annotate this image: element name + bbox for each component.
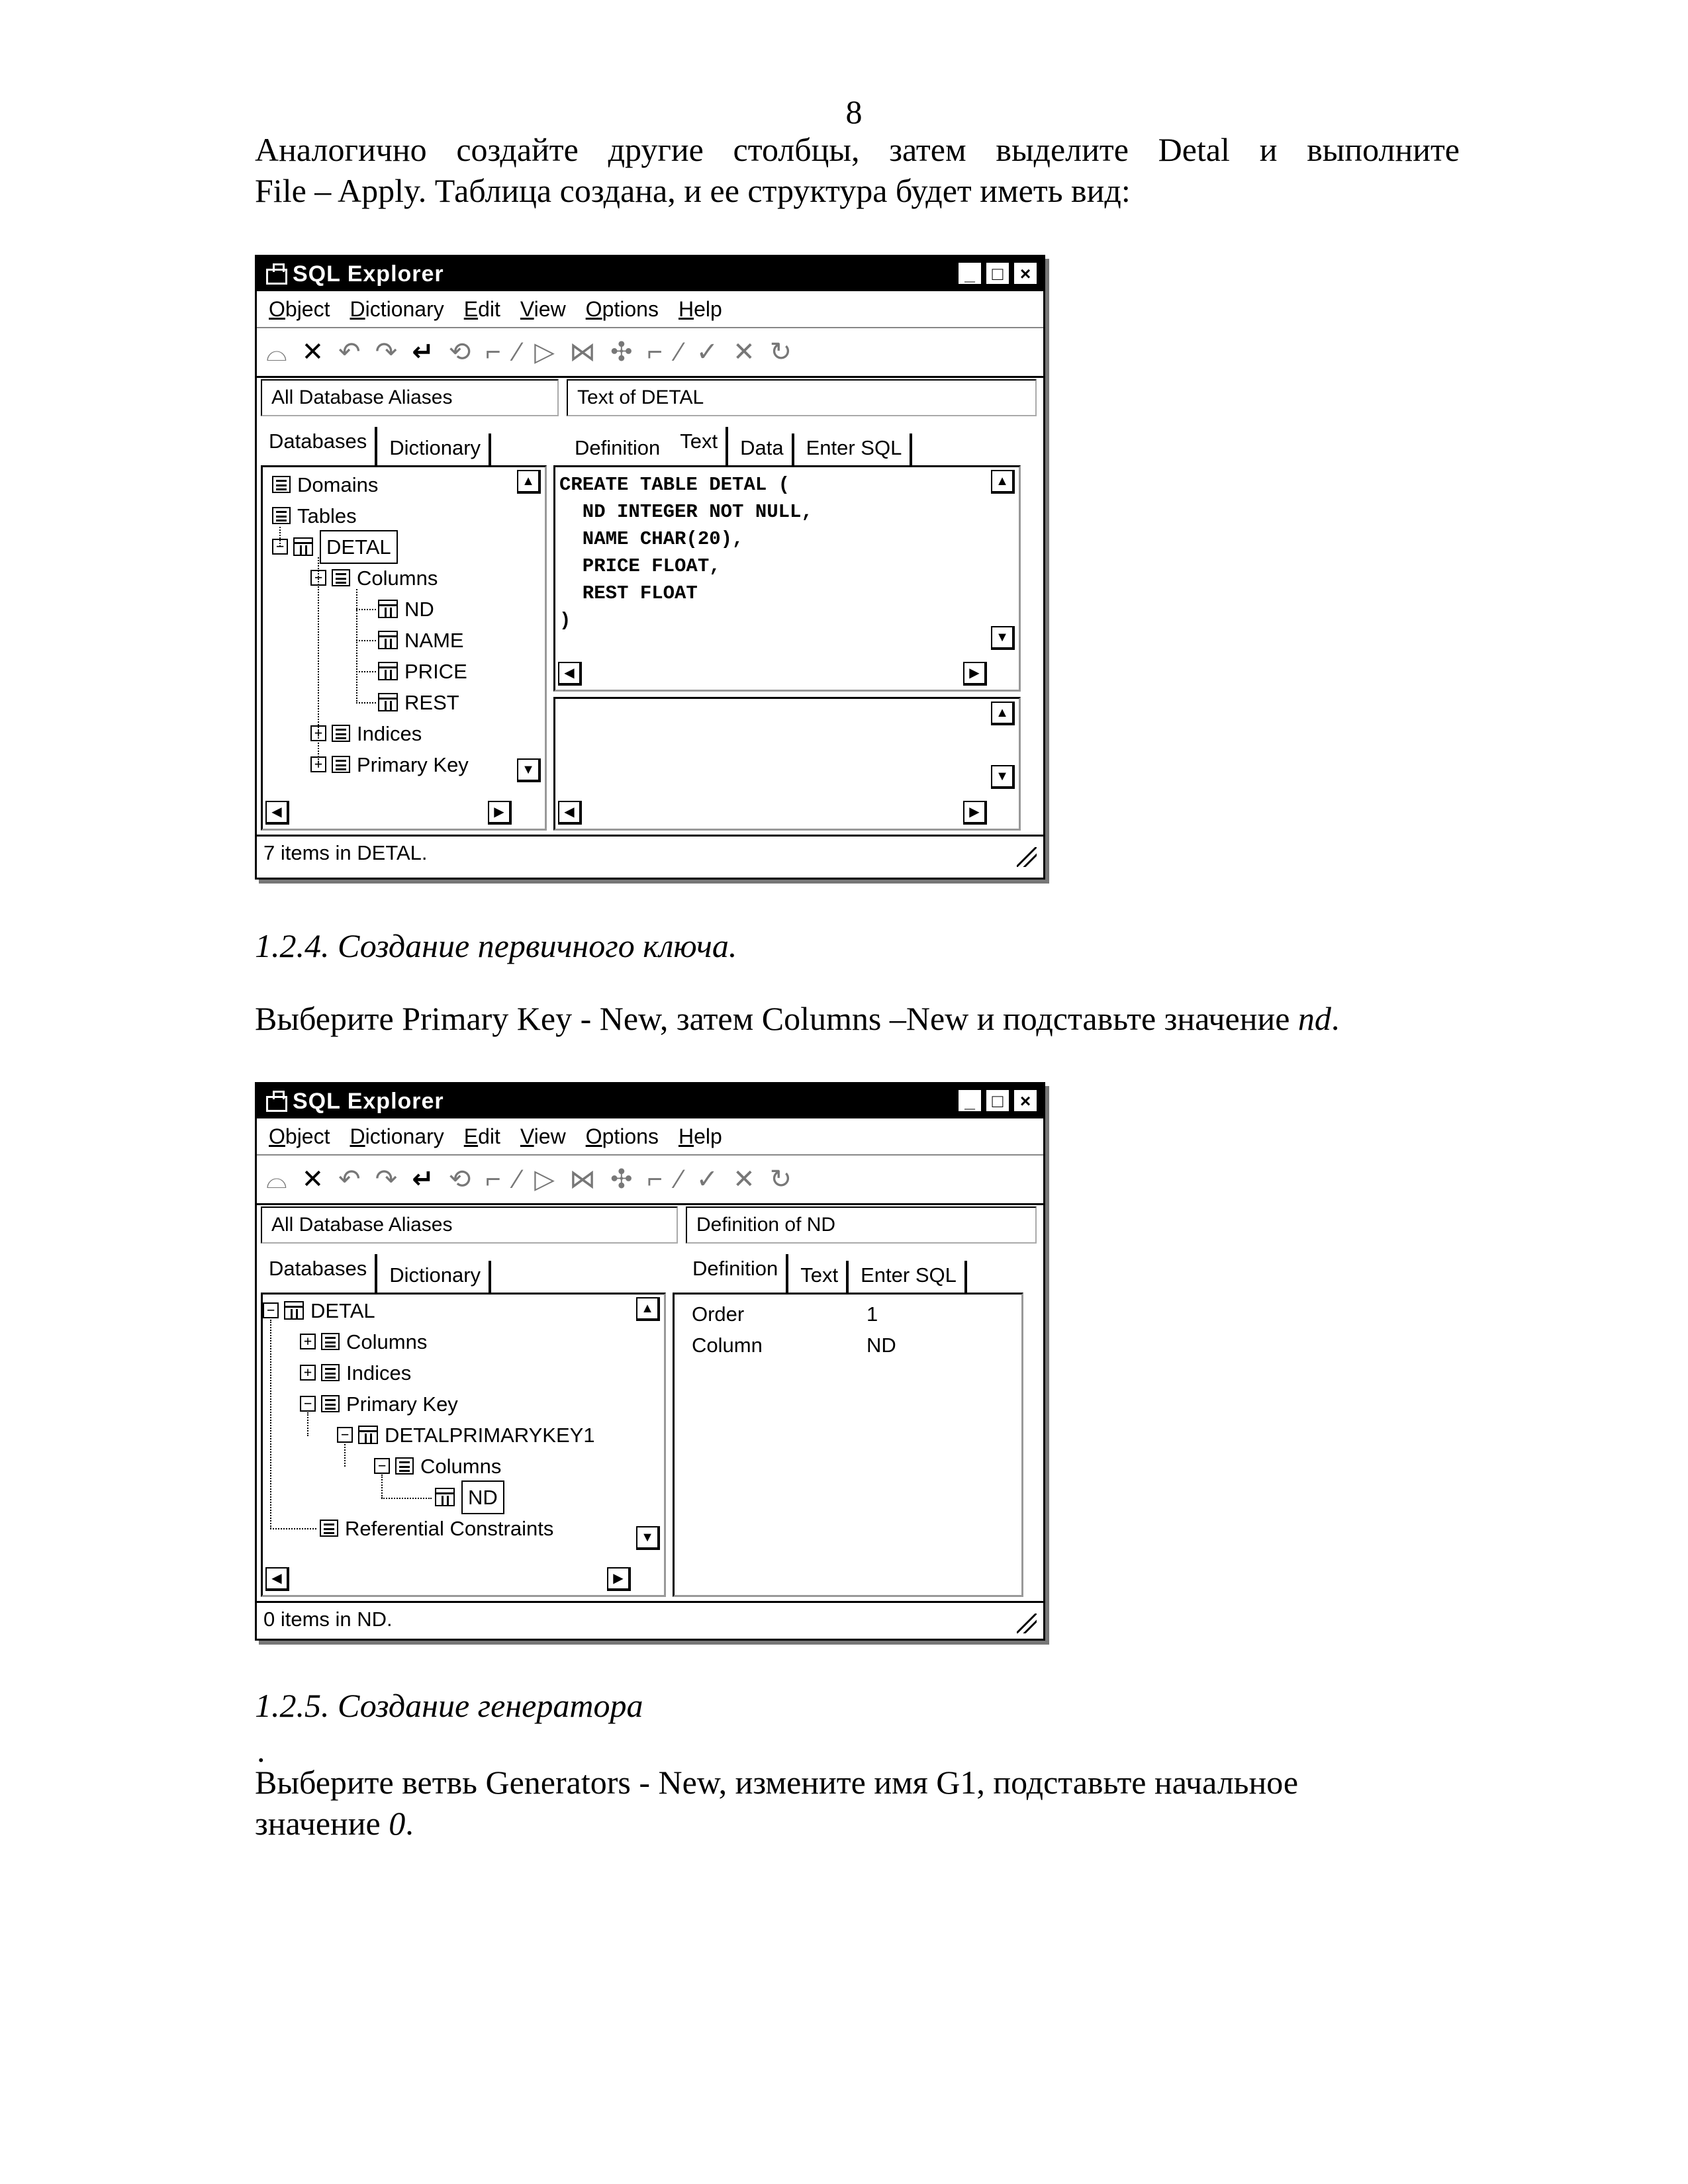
tree-primary-key[interactable]: Primary Key <box>357 752 469 776</box>
open-icon[interactable]: ⌓ <box>266 1164 287 1194</box>
last-icon[interactable]: ⋈ <box>569 338 596 367</box>
menu-dictionary[interactable]: Dictionary <box>350 1124 444 1148</box>
minus-icon[interactable]: ⌐ <box>647 1164 663 1194</box>
tab-enter-sql[interactable]: Enter SQL <box>853 1261 967 1293</box>
apply-icon[interactable]: ↵ <box>412 338 434 367</box>
paragraph-3-line-2: значение 0. <box>255 1805 414 1842</box>
window-title: SQL Explorer <box>293 1088 444 1114</box>
collapse-icon[interactable]: − <box>374 1458 390 1474</box>
folder-icon <box>272 507 291 524</box>
column-icon <box>378 662 398 680</box>
scroll-up-button[interactable]: ▲ <box>636 1297 660 1321</box>
menu-edit[interactable]: Edit <box>463 296 500 321</box>
sql-line: PRICE FLOAT, <box>559 555 721 577</box>
tree-column-nd[interactable]: ND <box>404 597 434 621</box>
tree-columns[interactable]: Columns <box>346 1330 428 1353</box>
cancel-icon[interactable]: ✕ <box>733 1165 755 1194</box>
tree-referential-constraints[interactable]: Referential Constraints <box>345 1516 554 1540</box>
menu-edit[interactable]: Edit <box>463 1124 500 1148</box>
expand-icon[interactable]: + <box>300 1365 316 1381</box>
table-icon <box>284 1301 304 1320</box>
paragraph-2-emphasis: nd <box>1297 1000 1331 1037</box>
scroll-down-button[interactable]: ▼ <box>517 758 541 782</box>
folder-icon <box>332 569 350 586</box>
tab-definition[interactable]: Definition <box>575 436 661 459</box>
database-tree <box>261 465 547 831</box>
page-number: 8 <box>845 93 863 130</box>
scroll-right-button[interactable]: ▶ <box>607 1567 631 1591</box>
status-text: 7 items in DETAL. <box>263 841 428 864</box>
left-address-bar: All Database Aliases <box>261 379 559 416</box>
maximize-button[interactable]: □ <box>985 261 1010 285</box>
minimize-button[interactable]: _ <box>957 261 982 285</box>
next-icon[interactable]: ▷ <box>534 338 555 367</box>
scroll-up-button[interactable]: ▲ <box>991 702 1015 725</box>
menu-object[interactable]: Object <box>269 1124 330 1148</box>
tab-databases[interactable]: Databases <box>261 427 377 465</box>
delete-icon[interactable]: ✕ <box>301 338 324 367</box>
scroll-right-button[interactable]: ▶ <box>963 662 987 686</box>
table-icon <box>293 537 313 556</box>
menu-dictionary[interactable]: Dictionary <box>350 296 444 321</box>
scroll-left-button[interactable]: ◀ <box>558 801 582 825</box>
redo-icon[interactable]: ↷ <box>375 338 398 367</box>
open-icon[interactable]: ⌓ <box>266 337 287 367</box>
resize-grip-icon[interactable] <box>1017 847 1037 867</box>
folder-icon <box>321 1333 340 1350</box>
status-text: 0 items in ND. <box>263 1608 393 1631</box>
insert-icon[interactable]: ✣ <box>610 338 633 367</box>
left-address-bar: All Database Aliases <box>261 1206 678 1244</box>
sql-text-pane[interactable] <box>553 465 1021 692</box>
post-icon[interactable]: ✓ <box>696 1165 719 1194</box>
maximize-button[interactable]: □ <box>985 1089 1010 1113</box>
next-icon[interactable]: ▷ <box>534 1165 555 1194</box>
key-table-icon <box>358 1426 378 1444</box>
sql-explorer-window-1 <box>255 255 1045 880</box>
scroll-left-button[interactable]: ◀ <box>265 801 289 825</box>
folder-icon <box>321 1364 340 1381</box>
reload-icon[interactable]: ↻ <box>769 338 792 367</box>
sql-line: NAME CHAR(20), <box>559 528 744 550</box>
prop-value-column: ND <box>867 1334 896 1357</box>
sql-line: ) <box>559 610 571 631</box>
tree-pk-column-nd[interactable]: ND <box>461 1480 504 1514</box>
paragraph-3-line-1: Выберите ветвь Generators - New, измените имя G1, подставьте начальное <box>255 1764 1299 1801</box>
post-icon[interactable]: ✓ <box>696 338 719 367</box>
tab-text[interactable]: Text <box>792 1261 849 1293</box>
resize-grip-icon[interactable] <box>1017 1614 1037 1633</box>
close-button[interactable]: × <box>1013 261 1038 285</box>
database-tree <box>261 1293 666 1597</box>
tree-primary-key-name[interactable]: DETALPRIMARYKEY1 <box>385 1423 595 1447</box>
expand-icon[interactable]: + <box>310 725 326 741</box>
tree-detal[interactable]: DETAL <box>320 530 398 564</box>
column-icon <box>378 600 398 618</box>
tree-primary-key[interactable]: Primary Key <box>346 1392 458 1416</box>
tab-text[interactable]: Text <box>672 427 728 465</box>
folder-icon <box>332 756 350 773</box>
column-icon <box>435 1488 455 1506</box>
collapse-icon[interactable]: − <box>310 570 326 586</box>
tab-definition[interactable]: Definition <box>684 1254 788 1293</box>
folder-icon <box>272 476 291 493</box>
sql-line: ND INTEGER NOT NULL, <box>559 501 813 523</box>
folder-icon <box>395 1457 414 1475</box>
result-pane <box>553 697 1021 831</box>
prop-key-column: Column <box>692 1334 763 1357</box>
column-icon <box>378 631 398 649</box>
paragraph-1-line-2: File – Apply. Таблица создана, и ее структура будет иметь вид: <box>255 172 1131 209</box>
prior-icon[interactable]: ⁄ <box>515 337 520 367</box>
last-icon[interactable]: ⋈ <box>569 1165 596 1194</box>
undo-icon[interactable]: ↶ <box>338 338 361 367</box>
tree-indices[interactable]: Indices <box>346 1361 412 1385</box>
status-bar <box>257 835 1043 871</box>
tree-pk-columns[interactable]: Columns <box>420 1454 502 1478</box>
redo-icon[interactable]: ↷ <box>375 1165 398 1194</box>
tree-indices[interactable]: Indices <box>357 721 422 745</box>
tab-databases[interactable]: Databases <box>261 1254 377 1293</box>
insert-icon[interactable]: ✣ <box>610 1165 633 1194</box>
paragraph-1-line-1: Аналогично создайте другие столбцы, затем выделите Detal и выполните <box>255 131 1460 168</box>
expand-icon[interactable]: + <box>300 1334 316 1349</box>
expand-icon[interactable]: + <box>310 756 326 772</box>
menu-view[interactable]: View <box>520 1124 566 1148</box>
scroll-left-button[interactable]: ◀ <box>558 662 582 686</box>
app-icon <box>263 1089 287 1113</box>
sql-line: REST FLOAT <box>559 582 698 604</box>
scroll-down-button[interactable]: ▼ <box>636 1526 660 1550</box>
edit-icon[interactable]: ∕ <box>677 337 682 367</box>
scroll-right-button[interactable]: ▶ <box>963 801 987 825</box>
delete-icon[interactable]: ✕ <box>301 1165 324 1194</box>
folder-icon <box>320 1520 338 1537</box>
tab-dictionary[interactable]: Dictionary <box>381 1261 491 1293</box>
menu-options[interactable]: Options <box>585 1124 659 1148</box>
first-icon[interactable]: ⌐ <box>485 1164 501 1194</box>
prop-value-order: 1 <box>867 1302 878 1326</box>
scroll-left-button[interactable]: ◀ <box>265 1567 289 1591</box>
scroll-right-button[interactable]: ▶ <box>488 801 512 825</box>
right-address-bar: Definition of ND <box>686 1206 1037 1244</box>
menu-help[interactable]: Help <box>678 1124 722 1148</box>
refresh-icon[interactable]: ⟲ <box>448 338 471 367</box>
minimize-button[interactable]: _ <box>957 1089 982 1113</box>
minus-icon[interactable]: ⌐ <box>647 337 663 367</box>
heading-generator: 1.2.5. Создание генератора <box>255 1687 643 1724</box>
status-bar <box>257 1601 1043 1637</box>
tree-columns[interactable]: Columns <box>357 566 438 590</box>
prop-key-order: Order <box>692 1302 745 1326</box>
tree-column-rest[interactable]: REST <box>404 690 459 714</box>
tree-domains[interactable]: Domains <box>297 473 379 496</box>
menu-object[interactable]: Object <box>269 296 330 321</box>
sql-explorer-window-2 <box>255 1082 1045 1641</box>
tree-detal[interactable]: DETAL <box>310 1298 375 1322</box>
collapse-icon[interactable]: − <box>272 539 288 555</box>
sql-line: CREATE TABLE DETAL ( <box>559 474 790 496</box>
folder-icon <box>332 725 350 742</box>
scroll-up-button[interactable]: ▲ <box>991 470 1015 494</box>
tab-enter-sql[interactable]: Enter SQL <box>798 433 913 465</box>
menu-bar <box>257 291 1043 328</box>
undo-icon[interactable]: ↶ <box>338 1165 361 1194</box>
scroll-down-button[interactable]: ▼ <box>991 765 1015 789</box>
apply-icon[interactable]: ↵ <box>412 1165 434 1194</box>
app-icon <box>263 262 287 286</box>
collapse-icon[interactable]: − <box>337 1427 353 1443</box>
right-address-bar: Text of DETAL <box>567 379 1037 416</box>
edit-icon[interactable]: ∕ <box>677 1164 682 1194</box>
first-icon[interactable]: ⌐ <box>485 337 501 367</box>
collapse-icon[interactable]: − <box>300 1396 316 1412</box>
menu-help[interactable]: Help <box>678 296 722 321</box>
folder-icon <box>321 1395 340 1412</box>
prior-icon[interactable]: ⁄ <box>515 1164 520 1194</box>
reload-icon[interactable]: ↻ <box>769 1165 792 1194</box>
title-bar <box>257 1084 1043 1118</box>
toolbar <box>257 328 1043 378</box>
tab-dictionary[interactable]: Dictionary <box>381 433 491 465</box>
menu-view[interactable]: View <box>520 296 566 321</box>
definition-pane <box>673 1293 1023 1597</box>
toolbar <box>257 1156 1043 1205</box>
paragraph-3-emphasis: 0 <box>389 1805 406 1842</box>
tree-tables[interactable]: Tables <box>297 504 357 527</box>
heading-primary-key: 1.2.4. Создание первичного ключа. <box>255 927 737 964</box>
scroll-up-button[interactable]: ▲ <box>517 470 541 494</box>
stray-dot: . <box>257 1732 265 1769</box>
column-icon <box>378 693 398 711</box>
cancel-icon[interactable]: ✕ <box>733 338 755 367</box>
collapse-icon[interactable]: − <box>263 1302 279 1318</box>
tree-column-name[interactable]: NAME <box>404 628 464 652</box>
window-title: SQL Explorer <box>293 261 444 287</box>
menu-options[interactable]: Options <box>585 296 659 321</box>
scroll-down-button[interactable]: ▼ <box>991 626 1015 650</box>
menu-bar <box>257 1118 1043 1156</box>
tree-column-price[interactable]: PRICE <box>404 659 467 683</box>
paragraph-2: Выберите Primary Key - New, затем Columns –New и подставьте значение nd. <box>255 1000 1340 1037</box>
refresh-icon[interactable]: ⟲ <box>448 1165 471 1194</box>
close-button[interactable]: × <box>1013 1089 1038 1113</box>
title-bar <box>257 257 1043 291</box>
tab-data[interactable]: Data <box>732 433 794 465</box>
